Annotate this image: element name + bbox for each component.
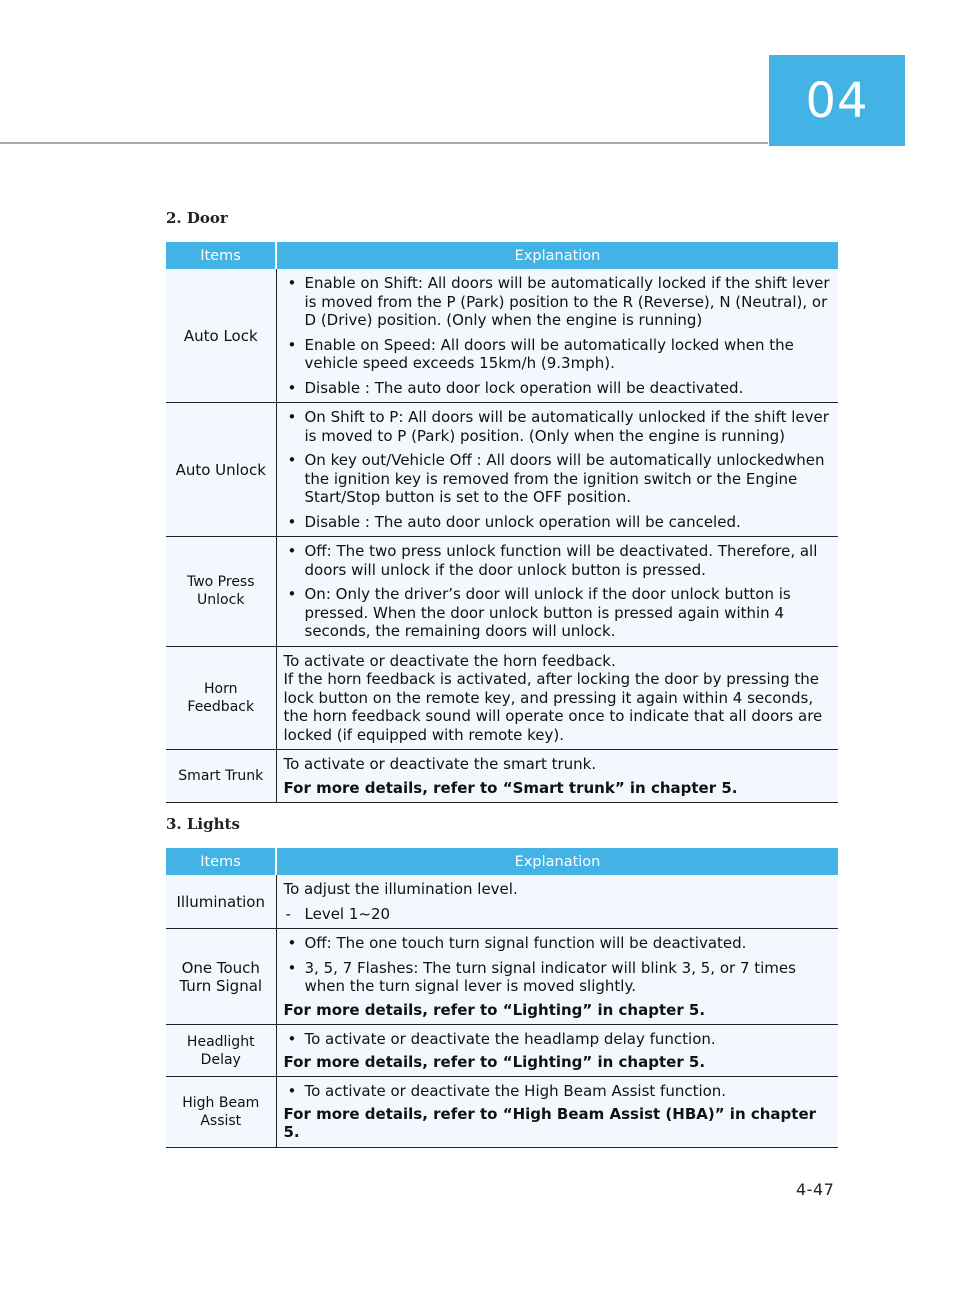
table-header-row [166, 242, 838, 269]
list-item: • On: Only the driver’s door will unlock if the door unlock button is pressed. When the door unlock button is pressed again within 4 seconds, the remaining doors will unlock. [284, 585, 833, 641]
section-title-door: 2. Door [166, 209, 228, 227]
item-label-line: Two Press [186, 574, 255, 591]
item-label-line: Turn Signal [179, 976, 263, 995]
table-row [166, 646, 838, 750]
list-item: • Enable on Speed: All doors will be automatically locked when the vehicle speed exceeds 15km/h (9.3mph). [284, 336, 833, 373]
chapter-reference: For more details, refer to “Smart trunk” in chapter 5. [283, 778, 738, 797]
item-one-touch-turn-signal [166, 929, 276, 1025]
table-row [166, 1025, 838, 1077]
column-header-items: Items [166, 848, 276, 875]
column-header-explanation: Explanation [276, 848, 838, 875]
section-title-lights: 3. Lights [166, 815, 240, 833]
list-item: • Off: The two press unlock function will be deactivated. Therefore, all doors will unlock if the door unlock button is pressed. [284, 542, 833, 579]
table-row [166, 269, 838, 403]
explanation-illumination [276, 875, 838, 929]
list-item: - Level 1~20 [284, 905, 833, 924]
item-horn-feedback [166, 646, 276, 750]
item-label-line: Feedback [187, 698, 255, 715]
item-label-line: Assist [200, 1112, 242, 1129]
item-high-beam-assist [166, 1077, 276, 1148]
item-auto-lock: Auto Lock [166, 269, 276, 403]
table-row [166, 750, 838, 803]
column-header-items: Items [166, 242, 276, 269]
explanation-smart-trunk [276, 750, 838, 803]
table-row [166, 403, 838, 537]
table-row [166, 1077, 838, 1148]
item-label-line: Delay [200, 1051, 241, 1068]
page-number: 4-47 [796, 1180, 835, 1199]
explanation-headlight-delay [276, 1025, 838, 1077]
list-item: • Enable on Shift: All doors will be automatically locked if the shift lever is moved from the P (Park) position to the R (Reverse), N (Neutral), or D (Drive) position. (Only when the engine is running) [284, 274, 833, 330]
door-settings-table [166, 242, 838, 803]
item-headlight-delay [166, 1025, 276, 1077]
explanation-line: If the horn feedback is activated, after locking the door by pressing the lock button on the remote key, and pressing it again within 4 seconds, the horn feedback sound will operate once to indicate that all doors are locked (if equipped with remote key). [283, 670, 823, 744]
explanation-high-beam-assist [276, 1077, 838, 1148]
list-item: • On Shift to P: All doors will be automatically unlocked if the shift lever is moved to P (Park) position. (Only when the engine is running) [284, 408, 833, 445]
explanation-line: To activate or deactivate the horn feedback. [283, 651, 616, 670]
item-illumination: Illumination [166, 875, 276, 929]
column-header-explanation: Explanation [276, 242, 838, 269]
item-smart-trunk: Smart Trunk [166, 750, 276, 803]
header-rule [0, 142, 768, 144]
table-row [166, 537, 838, 647]
item-label-line: Horn [204, 680, 238, 697]
explanation-horn-feedback [276, 646, 838, 750]
item-label-line: Headlight [186, 1033, 255, 1050]
table-row [166, 875, 838, 929]
item-label-line: One Touch [181, 958, 260, 977]
list-item: • Disable : The auto door lock operation will be deactivated. [284, 379, 833, 398]
explanation-auto-unlock [276, 403, 838, 537]
list-item: • Disable : The auto door unlock operation will be canceled. [284, 513, 833, 532]
list-item: • Off: The one touch turn signal function will be deactivated. [284, 934, 833, 953]
item-two-press-unlock [166, 537, 276, 647]
list-item: • To activate or deactivate the headlamp delay function. [284, 1030, 833, 1049]
explanation-two-press-unlock [276, 537, 838, 647]
chapter-reference: For more details, refer to “High Beam Assist (HBA)” in chapter 5. [283, 1104, 817, 1141]
list-item: • 3, 5, 7 Flashes: The turn signal indicator will blink 3, 5, or 7 times when the turn signal lever is moved slightly. [284, 959, 833, 996]
explanation-one-touch-turn-signal [276, 929, 838, 1025]
explanation-line: To activate or deactivate the smart trunk. [283, 755, 597, 773]
item-label-line: Unlock [197, 592, 245, 609]
item-auto-unlock: Auto Unlock [166, 403, 276, 537]
chapter-reference: For more details, refer to “Lighting” in chapter 5. [283, 1052, 706, 1071]
item-label-line: High Beam [182, 1094, 260, 1111]
table-row [166, 929, 838, 1025]
list-item: • On key out/Vehicle Off : All doors will be automatically unlockedwhen the ignition key is removed from the ignition switch or the Engine Start/Stop button is set to the OFF position. [284, 451, 833, 507]
chapter-reference: For more details, refer to “Lighting” in chapter 5. [283, 1000, 706, 1019]
explanation-auto-lock [276, 269, 838, 403]
chapter-tab: 04 [769, 55, 905, 146]
table-header-row [166, 848, 838, 875]
lights-settings-table [166, 848, 838, 1148]
list-item: • To activate or deactivate the High Beam Assist function. [284, 1082, 833, 1101]
explanation-line: To adjust the illumination level. [283, 880, 518, 898]
